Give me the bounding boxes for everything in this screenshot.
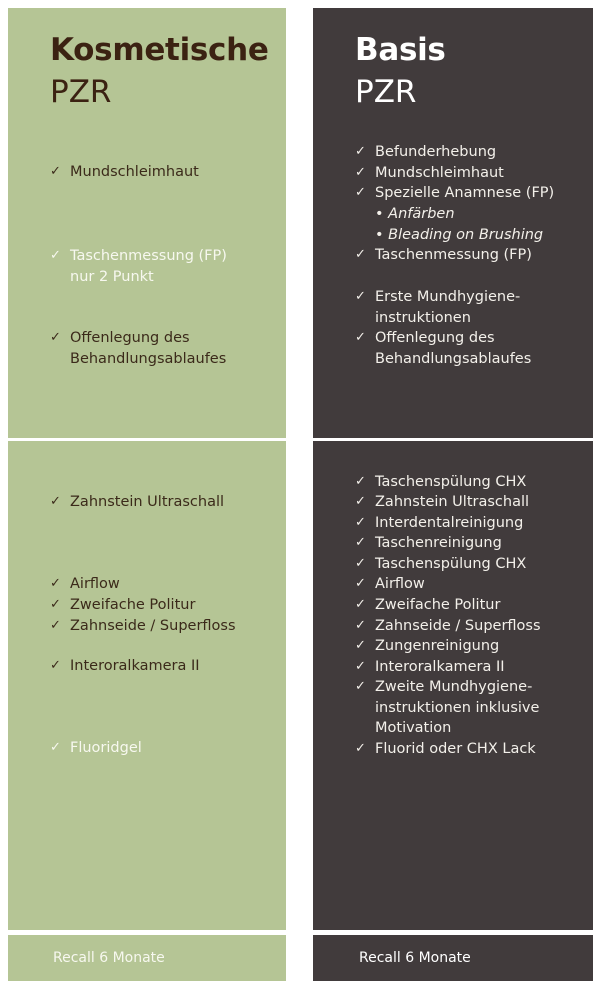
item-text: Taschenmessung (FP) — [375, 247, 532, 263]
list-item — [355, 533, 585, 554]
check-icon: ✓ — [50, 248, 61, 263]
check-icon: ✓ — [355, 474, 366, 489]
list-item — [355, 328, 585, 369]
item-text: Zahnseide / Superfloss — [70, 618, 236, 634]
item-text: Zahnstein Ultraschall — [375, 494, 530, 510]
item-text: Erste Mundhygiene- instruktionen — [375, 289, 521, 326]
item-text: Taschenspülung CHX — [375, 474, 527, 490]
item-text: Mundschleimhaut — [375, 165, 504, 181]
check-icon: ✓ — [355, 165, 366, 180]
basis-recall-panel — [313, 935, 593, 981]
list-item — [355, 163, 585, 184]
list-item — [355, 492, 585, 513]
item-text: Offenlegung des Behandlungsablaufes — [70, 330, 227, 367]
item-text: Zweifache Politur — [70, 597, 196, 613]
list-item — [355, 574, 585, 595]
item-text: Zungenreinigung — [375, 638, 500, 654]
list-item — [355, 616, 585, 637]
item-text: Taschenspülung CHX — [375, 556, 527, 572]
check-icon: ✓ — [355, 618, 366, 633]
item-text: Offenlegung des Behandlungsablaufes — [375, 330, 532, 367]
recall-label: Recall 6 Monate — [53, 950, 165, 966]
kosmetische-subtitle: PZR — [50, 74, 112, 110]
check-icon: ✓ — [355, 494, 366, 509]
check-icon: ✓ — [355, 185, 366, 200]
check-icon: ✓ — [355, 289, 366, 304]
check-icon: ✓ — [355, 679, 366, 694]
list-item — [355, 183, 585, 204]
recall-label: Recall 6 Monate — [359, 950, 471, 966]
check-icon: ✓ — [355, 247, 366, 262]
list-item — [355, 636, 585, 657]
check-icon: ✓ — [50, 740, 61, 755]
sub-item-bleading: • Bleading on Brushing — [375, 227, 544, 243]
check-icon: ✓ — [50, 494, 61, 509]
basis-subtitle: PZR — [355, 74, 417, 110]
check-icon: ✓ — [355, 330, 366, 345]
basis-title: Basis — [355, 32, 446, 68]
check-icon: ✓ — [355, 741, 366, 756]
item-text: Fluoridgel — [70, 740, 142, 756]
check-icon: ✓ — [355, 515, 366, 530]
item-text: Airflow — [70, 576, 120, 592]
basis-treatment-panel — [313, 441, 593, 930]
kosmetische-title: Kosmetische — [50, 32, 269, 68]
check-icon: ✓ — [50, 576, 61, 591]
list-item — [355, 142, 585, 163]
check-icon: ✓ — [355, 638, 366, 653]
list-item — [355, 245, 585, 266]
kosmetische-pzr-header-panel — [8, 8, 286, 438]
item-text: Befunderhebung — [375, 144, 497, 160]
item-text: Taschenmessung (FP) nur 2 Punkt — [70, 248, 227, 285]
item-text: Spezielle Anamnese (FP) — [375, 185, 555, 201]
item-text: Fluorid oder CHX Lack — [375, 741, 536, 757]
item-text: Zweite Mundhygiene- instruktionen inklusive Motivation — [375, 679, 540, 736]
check-icon: ✓ — [355, 597, 366, 612]
basis-pzr-header-panel — [313, 8, 593, 438]
item-text: Airflow — [375, 576, 425, 592]
check-icon: ✓ — [50, 164, 61, 179]
check-icon: ✓ — [355, 659, 366, 674]
check-icon: ✓ — [50, 618, 61, 633]
kosmetische-treatment-panel — [8, 441, 286, 930]
item-text: Interoralkamera II — [375, 659, 505, 675]
list-item — [50, 574, 280, 595]
list-item — [50, 162, 280, 183]
list-item — [50, 492, 280, 513]
check-icon: ✓ — [355, 576, 366, 591]
list-item — [50, 616, 280, 637]
list-item — [50, 246, 280, 287]
kosmetische-recall-panel — [8, 935, 286, 981]
check-icon: ✓ — [50, 597, 61, 612]
check-icon: ✓ — [355, 556, 366, 571]
item-text: Zahnstein Ultraschall — [70, 494, 225, 510]
list-item — [355, 554, 585, 575]
list-item — [50, 738, 280, 759]
item-text: Zweifache Politur — [375, 597, 501, 613]
list-item — [355, 677, 585, 739]
list-item — [355, 595, 585, 616]
check-icon: ✓ — [50, 658, 61, 673]
check-icon: ✓ — [50, 330, 61, 345]
item-text: Interoralkamera II — [70, 658, 200, 674]
list-item — [355, 657, 585, 678]
list-item — [50, 328, 280, 369]
list-item — [355, 513, 585, 534]
list-item — [50, 656, 280, 677]
sub-item-anfaerben: • Anfärben — [375, 206, 455, 222]
item-text: Taschenreinigung — [375, 535, 502, 551]
item-text: Interdentalreinigung — [375, 515, 524, 531]
list-item — [355, 739, 585, 760]
list-item — [355, 287, 585, 328]
check-icon: ✓ — [355, 535, 366, 550]
list-item — [50, 595, 280, 616]
check-icon: ✓ — [355, 144, 366, 159]
list-item — [355, 472, 585, 493]
item-text: Mundschleimhaut — [70, 164, 199, 180]
item-text: Zahnseide / Superfloss — [375, 618, 541, 634]
